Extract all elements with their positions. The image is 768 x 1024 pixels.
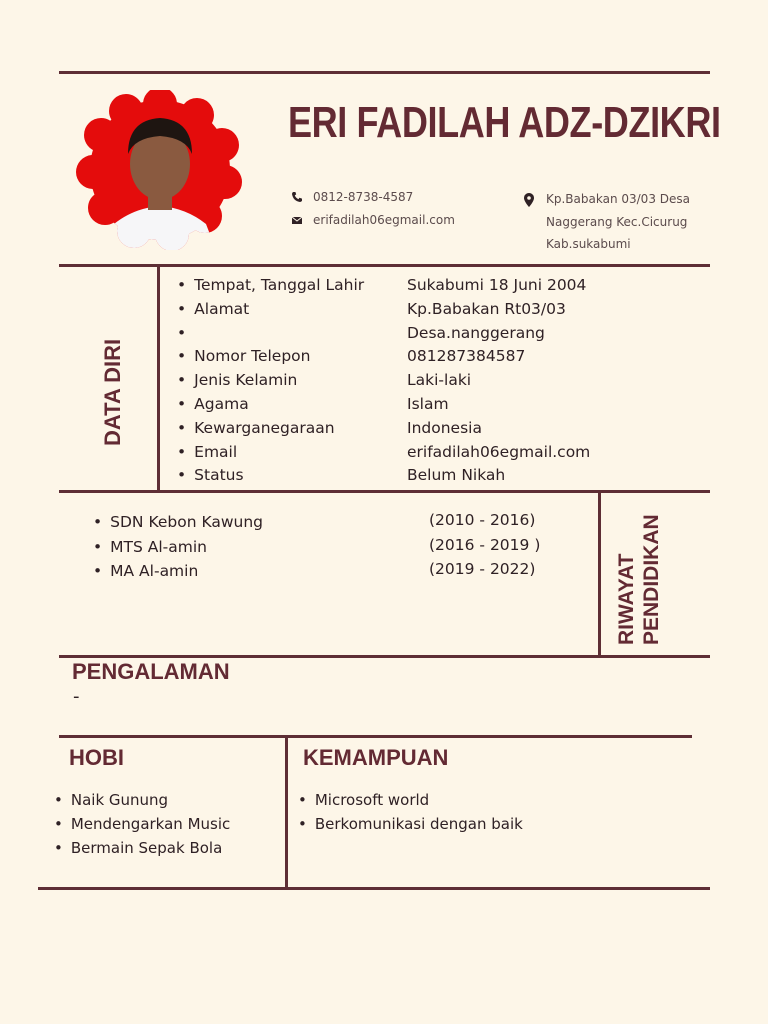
kemampuan-title: KEMAMPUAN [303,745,449,770]
top-rule [59,71,710,74]
hobi-item: • Bermain Sepak Bola [54,839,222,857]
data-diri-value: Kp.Babakan Rt03/03 [407,299,566,318]
phone-contact [291,190,413,204]
riwayat-pendidikan-title [614,514,664,645]
data-diri-label: • Tempat, Tanggal Lahir [177,276,364,294]
phone-icon [291,191,303,203]
data-diri-value: erifadilah06egmail.com [407,442,591,461]
education-school: • MTS Al-amin [93,538,207,556]
data-diri-divider [157,267,160,490]
data-diri-value: 081287384587 [407,347,526,366]
data-diri-value: Islam [407,395,449,413]
pendidikan-divider [598,493,601,656]
data-diri-label: • Alamat [177,300,249,318]
education-school: • SDN Kebon Kawung [93,513,263,531]
location-pin-icon [524,193,534,207]
data-diri-label: • Nomor Telepon [177,347,310,365]
address-line: Naggerang Kec.Cicurug [546,214,688,229]
email-contact [291,213,455,227]
pengalaman-title: PENGALAMAN [72,659,230,684]
data-diri-label [177,324,194,342]
riwayat-title-line2: PENDIDIKAN [640,514,663,645]
hobi-kemampuan-divider [285,738,288,889]
hobi-title: HOBI [69,745,124,770]
data-diri-label: • Agama [177,395,249,413]
data-diri-value: Indonesia [407,418,482,437]
kemampuan-item: • Microsoft world [298,791,429,809]
hobi-item: • Mendengarkan Music [54,815,230,833]
candidate-name: ERI FADILAH ADZ-DZIKRI [288,98,721,147]
hobi-item: • Naik Gunung [54,791,168,809]
bottom-rule [38,887,710,890]
phone-number: 0812-8738-4587 [313,190,414,204]
data-diri-value: Desa.nanggerang [407,323,545,342]
education-years: (2010 - 2016) [429,511,536,529]
address-line: Kab.sukabumi [546,237,631,251]
address-block [546,188,706,256]
data-diri-value: Belum Nikah [407,466,506,485]
data-diri-value: Sukabumi 18 Juni 2004 [407,276,587,294]
data-diri-label: • Status [177,466,244,484]
riwayat-title-line1: RIWAYAT [615,553,638,645]
data-diri-label: • Kewarganegaraan [177,419,335,437]
email-address: erifadilah06egmail.com [313,213,455,227]
education-years: (2019 - 2022) [429,560,536,578]
address-line: Kp.Babakan 03/03 Desa [546,192,690,206]
kemampuan-item: • Berkomunikasi dengan baik [298,815,523,833]
data-diri-title: DATA DIRI [100,338,125,446]
data-diri-bottom-rule [59,490,710,493]
data-diri-value: Laki-laki [407,371,472,390]
pendidikan-bottom-rule [59,655,710,658]
pengalaman-content: - [73,686,80,707]
data-diri-label: • Jenis Kelamin [177,371,297,389]
mail-icon [291,214,303,226]
profile-photo [74,90,246,250]
education-school: • MA Al-amin [93,562,198,580]
data-diri-label: • Email [177,443,237,461]
education-years: (2016 - 2019 ) [429,535,541,554]
pengalaman-bottom-rule [59,735,692,738]
